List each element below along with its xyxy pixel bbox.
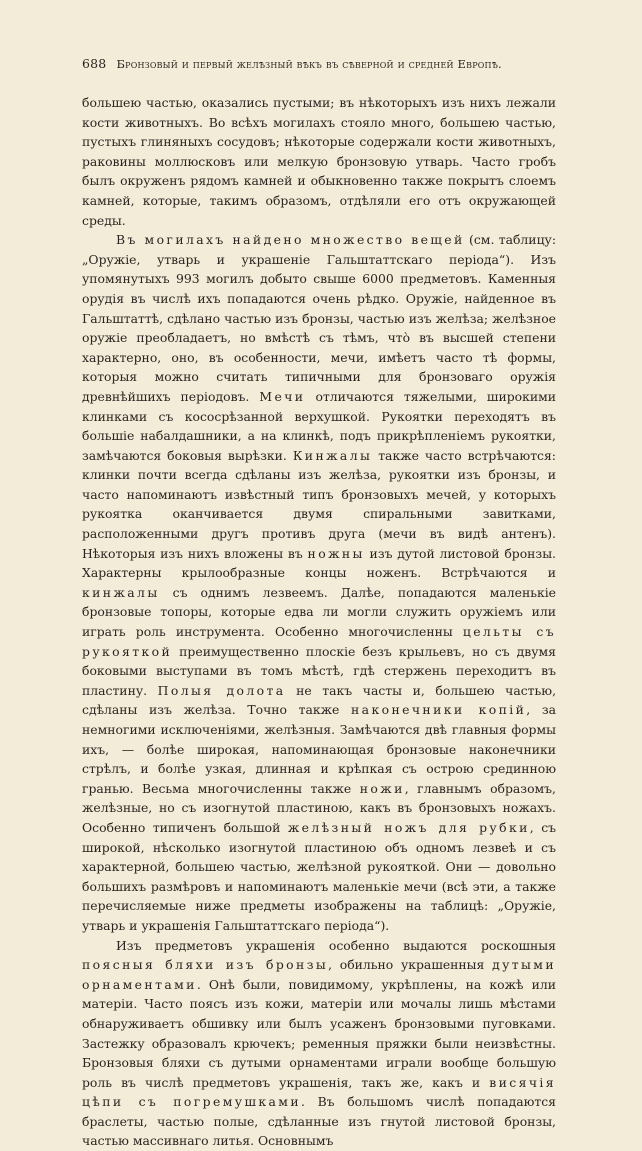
spaced-term: наконечники копій: [351, 702, 527, 718]
text-run: съ однимъ лезвеемъ. Далѣе, попадаются маленькіе бронзовые топоры, которые едва ли могли служить оружіемъ или играть роль инструмента. Особенно многочисленны: [82, 584, 556, 640]
text-run: . Онѣ были, повидимому, укрѣплены, на кожѣ или матеріи. Часто поясъ изъ кожи, матеріи или мочалы лишь мѣстами обнаруживаетъ обшивку или былъ усаженъ бронзовыми пуговками. Застежку образовалъ крючекъ; ременныя пряжки были неизвѣстны. Бронзовыя бляхи съ дутыми орнаментами играли вообще большую роль въ числѣ предметовъ украшенія, такъ же, какъ и: [82, 976, 556, 1090]
paragraph: [82, 93, 556, 230]
spaced-term: Полыя долота: [157, 682, 286, 698]
spaced-term: цельты съ рукояткой: [82, 624, 557, 659]
text-run: отличаются тяжелыми, широкими клинками съ кососрѣзанной верхушкой. Рукоятки переходятъ въ большіе набалдашники, а на клинкѣ, подъ прикрѣпленіемъ рукоятки, замѣчаются боковыя вырѣзки.: [82, 388, 556, 463]
spaced-term: желѣзный ножъ для рубки: [287, 819, 530, 835]
text-run: изъ дутой листовой бронзы. Характерны крылообразные концы ноженъ. Встрѣчаются и: [82, 545, 556, 581]
text-run: Изъ предметовъ украшенія особенно выдаются роскошныя: [116, 937, 556, 953]
text-run: , за немногими исключеніями, желѣзныя. Замѣчаются двѣ главныя формы ихъ, — болѣе широкая, напоминающая бронзовые наконечники стрѣлъ, и болѣе узкая, длинная и крѣпкая съ острою срединною гранью. Весьма многочисленны также: [82, 702, 556, 796]
text-run: также часто встрѣчаются: клинки почти всегда сдѣланы изъ желѣза, рукоятки изъ бронзы, и часто напоминаютъ извѣстный типъ бронзовыхъ мечей, у которыхъ рукоятка оканчивается двумя спиральными завитками, расположенными другъ противъ друга (мечи въ видѣ антенъ). Нѣкоторыя изъ нихъ вложены въ: [82, 447, 556, 561]
body-text: [82, 93, 556, 1151]
page-number: 688: [82, 56, 107, 71]
text-run: . Въ большомъ числѣ попадаются браслеты, частью полые, сдѣланные изъ гнутой листовой бронзы, частью массивнаго литья. Основнымъ: [82, 1094, 557, 1149]
spaced-term: Въ могилахъ найдено множество вещей: [116, 232, 465, 248]
spaced-term: кинжалы: [82, 584, 160, 600]
page-header: [82, 56, 556, 71]
spaced-term: дутыми орнаментами: [82, 957, 556, 992]
spaced-term: Кинжалы: [292, 447, 373, 463]
spaced-term: поясныя бляхи изъ бронзы: [82, 957, 329, 973]
paragraph: [82, 936, 556, 1151]
text-run: , обильно украшенныя: [328, 957, 493, 973]
text-run: (см. таблицу: „Оружіе, утварь и украшеніе Гальштаттскаго періода“). Изъ упомянутыхъ 993 могилъ добыто свыше 6000 предметовъ. Каменныя орудія въ числѣ ихъ попадаются очень рѣдко. Оружіе, найденное въ Гальштаттѣ, сдѣлано частью изъ бронзы, частью изъ желѣза; желѣзное оружіе преобладаетъ, но вмѣстѣ съ тѣмъ, что̀ въ высшей степени характерно, оно, въ особенности, мечи, имѣетъ часто тѣ формы, которыя можно считать типичными для бронзоваго оружія древнѣйшихъ періодовъ.: [82, 232, 556, 404]
text-run: большею частью, оказались пустыми; въ нѣкоторыхъ изъ нихъ лежали кости животныхъ. Во всѣхъ могилахъ стояло много, большею частью, пустыхъ глиняныхъ сосудовъ; нѣкоторые содержали кости животныхъ, раковины моллюсковъ или мелкую бронзовую утварь. Часто гробъ былъ окруженъ рядомъ камней и обыкновенно также покрытъ слоемъ камней, которые, такимъ образомъ, отдѣляли его отъ окружающей среды.: [82, 95, 556, 228]
text-run: преимущественно плоскіе безъ крыльевъ, но съ двумя боковыми выступами въ томъ мѣстѣ, гдѣ стержень переходитъ въ пластину.: [82, 643, 556, 698]
spaced-term: висячія цѣпи съ погремушками: [82, 1074, 556, 1110]
paragraph: [82, 230, 556, 935]
spaced-term: ножны: [307, 545, 365, 561]
text-run: не такъ часты и, большею частью, сдѣланы изъ желѣза. Точно также: [82, 682, 557, 718]
running-head: Бронзовый и первый желѣзный вѣкъ въ сѣверной и средней Европѣ.: [116, 57, 502, 71]
text-run: , главнымъ образомъ, желѣзные, но съ изогнутой пластиною, какъ въ бронзовыхъ ножахъ. Особенно типиченъ большой: [82, 780, 556, 835]
spaced-term: Мечи: [259, 388, 306, 404]
spaced-term: ножи: [359, 780, 405, 796]
text-run: , съ широкой, нѣсколько изогнутой пластиною объ одномъ лезвеѣ и съ характерной, большею частью, желѣзной рукояткой. Они — довольно большихъ размѣровъ и напоминаютъ маленькіе мечи (всѣ эти, а также перечисляемые ниже предметы изображены на таблицѣ: „Оружіе, утварь и украшенія Гальштаттскаго періода“).: [82, 819, 557, 933]
